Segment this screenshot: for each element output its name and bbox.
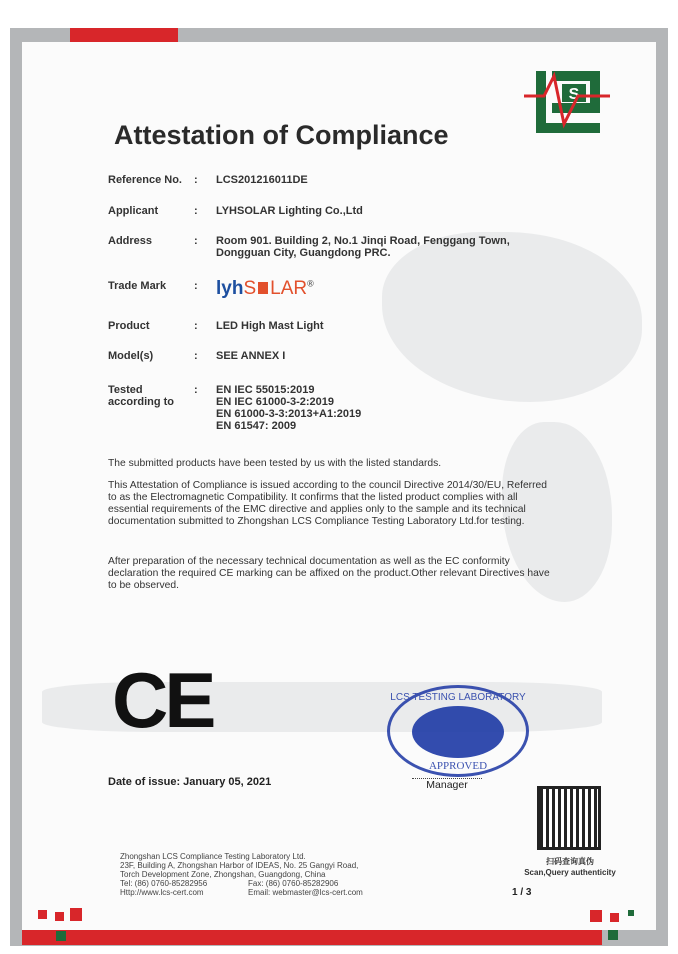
decor-square bbox=[70, 908, 82, 921]
approved-stamp: LCS TESTING LABORATORY APPROVED bbox=[387, 685, 529, 777]
field-label: Address bbox=[108, 235, 153, 247]
field-value: LED High Mast Light bbox=[216, 320, 324, 332]
field-label: Applicant bbox=[108, 205, 159, 217]
separator: : bbox=[194, 384, 198, 396]
standard: EN IEC 61000-3-2:2019 bbox=[216, 396, 335, 408]
separator: : bbox=[194, 174, 198, 186]
top-red-bar bbox=[70, 28, 178, 42]
paragraph: The submitted products have been tested by us with the listed standards. bbox=[108, 458, 442, 469]
paragraph: After preparation of the necessary technical documentation as well as the EC conformity declaration the required CE marking can be affixed on the product.Other relevant Directives have to be observed. bbox=[108, 556, 550, 591]
qr-code[interactable] bbox=[537, 786, 601, 850]
field-tested bbox=[108, 384, 361, 432]
svg-text:S: S bbox=[568, 86, 580, 103]
standard: EN IEC 55015:2019 bbox=[216, 384, 315, 396]
footer-tel: Tel: (86) 0760-85282956 bbox=[120, 879, 208, 888]
decor-square bbox=[590, 910, 602, 922]
footer-line: Torch Development Zone, Zhongshan, Guangdong, China bbox=[120, 870, 326, 879]
decor-square bbox=[608, 930, 618, 940]
footer-email[interactable]: Email: webmaster@lcs-cert.com bbox=[248, 888, 363, 897]
field-address bbox=[108, 235, 510, 259]
page-number: 1 / 3 bbox=[512, 887, 532, 898]
bottom-red-bar bbox=[22, 930, 602, 945]
field-models bbox=[108, 350, 285, 362]
separator: : bbox=[194, 280, 198, 292]
footer-website[interactable]: Http://www.lcs-cert.com bbox=[120, 888, 204, 897]
field-product bbox=[108, 320, 324, 332]
separator: : bbox=[194, 350, 198, 362]
separator: : bbox=[194, 205, 198, 217]
lcs-logo-icon bbox=[522, 66, 612, 138]
decor-square bbox=[610, 913, 619, 922]
field-trademark bbox=[108, 280, 314, 300]
footer-line: 23F, Building A, Zhongshan Harbor of IDEAS, No. 25 Gangyi Road, bbox=[120, 861, 359, 870]
field-label: Tested according to bbox=[108, 384, 175, 408]
standard: EN 61000-3-3:2013+A1:2019 bbox=[216, 408, 362, 420]
decor-square bbox=[628, 910, 634, 916]
trademark-logo: lyhS LAR® bbox=[216, 278, 314, 299]
footer-line: Zhongshan LCS Compliance Testing Laboratory Ltd. bbox=[120, 852, 306, 861]
ce-mark: CE bbox=[112, 656, 213, 744]
field-label: Trade Mark bbox=[108, 280, 167, 292]
decor-square bbox=[38, 910, 47, 919]
field-label: Product bbox=[108, 320, 150, 332]
decor-square bbox=[55, 912, 64, 921]
field-applicant bbox=[108, 205, 363, 217]
qr-caption: 扫码查询真伪 Scan,Query authenticity bbox=[524, 857, 616, 877]
manager-signature-label: Manager bbox=[412, 778, 482, 791]
paragraph: This Attestation of Compliance is issued according to the council Directive 2014/30/EU, Referred to as the Electromagnetic Compatibility. It confirms that the listed product complies with all essential requirements of the EMC directive and applies only to the sample and its technical documentation submitted to Zhongshan LCS Compliance Testing Laboratory Ltd.for testing. bbox=[108, 480, 547, 527]
field-value: SEE ANNEX I bbox=[216, 350, 286, 362]
field-value: LYHSOLAR Lighting Co.,Ltd bbox=[216, 205, 363, 217]
decor-square bbox=[56, 931, 66, 941]
field-value: Room 901. Building 2, No.1 Jinqi Road, Fenggang Town, bbox=[216, 235, 510, 247]
page-title: Attestation of Compliance bbox=[114, 120, 449, 150]
separator: : bbox=[194, 235, 198, 247]
field-value: LCS201216011DE bbox=[216, 174, 308, 186]
footer-fax: Fax: (86) 0760-85282906 bbox=[248, 879, 339, 888]
field-label: Reference No. bbox=[108, 174, 182, 186]
field-reference bbox=[108, 174, 308, 186]
lab-footer bbox=[120, 852, 363, 897]
standard: EN 61547: 2009 bbox=[216, 420, 297, 432]
field-value: Dongguan City, Guangdong PRC. bbox=[216, 247, 391, 259]
separator: : bbox=[194, 320, 198, 332]
date-of-issue: Date of issue: January 05, 2021 bbox=[108, 776, 272, 788]
field-label: Model(s) bbox=[108, 350, 154, 362]
